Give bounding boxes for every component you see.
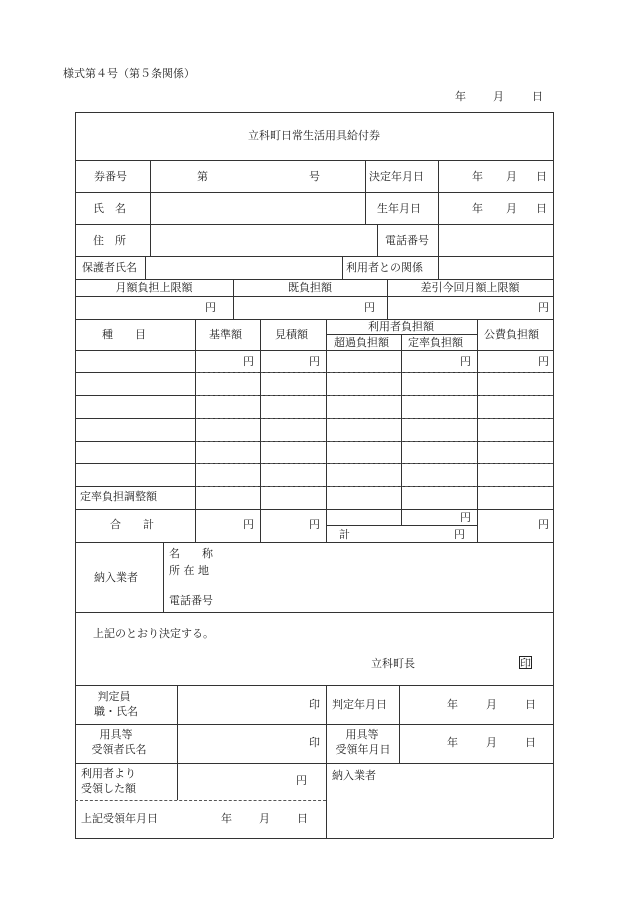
user-burden-header: 利用者負担額 [368,320,434,333]
top-date-day: 日 [532,90,543,103]
received-on-label: 上記受領年月日 [81,812,158,825]
judge-year: 年 [447,698,458,711]
estimate-amount-header: 見積額 [275,328,308,341]
yen-unit: 円 [460,511,471,524]
decision-year: 年 [472,170,483,183]
user-amount-label-2: 受領した額 [81,782,136,795]
top-date-year: 年 [455,90,466,103]
receive-month: 月 [486,736,497,749]
birth-month: 月 [506,202,517,215]
yen-unit: 円 [243,518,254,531]
yen-unit: 円 [296,774,307,787]
decision-month: 月 [506,170,517,183]
seal-box-icon [519,656,532,669]
yen-unit: 円 [538,518,549,531]
bottom-vendor-label: 納入業者 [332,769,376,782]
subtotal-label: 計 [339,528,350,541]
excess-burden-header: 超過負担額 [334,336,389,349]
receive-year: 年 [447,736,458,749]
guardian-name-label: 保護者氏名 [82,261,137,274]
relation-label: 利用者との関係 [346,261,423,274]
ticket-dai: 第 [197,170,208,183]
receive-day: 日 [525,736,536,749]
yen-unit: 円 [454,528,465,541]
top-date-month: 月 [493,90,504,103]
item-header: 種 目 [102,328,146,341]
receiver-label-2: 受領者氏名 [91,743,147,756]
yen-unit: 円 [309,355,320,368]
birth-day: 日 [536,202,547,215]
mayor-seal: 印 [520,657,531,670]
yen-unit: 円 [538,355,549,368]
remaining-limit-label: 差引今回月額上限額 [420,281,520,294]
already-paid-label: 既負担額 [288,281,332,294]
vendor-address-label: 所 在 地 [169,564,209,577]
yen-unit: 円 [364,301,375,314]
receive-date-label-2: 受領年月日 [335,743,391,756]
decision-text: 上記のとおり決定する。 [93,627,214,640]
total-label: 合 計 [110,518,154,531]
judge-day: 日 [525,698,536,711]
yen-unit: 円 [460,355,471,368]
name-label: 氏 名 [93,202,126,215]
judge-seal: 印 [309,698,320,711]
phone-label: 電話番号 [385,234,429,247]
received-month: 月 [259,812,270,825]
ticket-go: 号 [309,170,320,183]
receive-date-label: 用具等 [345,728,379,741]
judge-label: 判定員 [97,690,131,703]
yen-unit: 円 [243,355,254,368]
form-title: 立科町日常生活用具給付券 [248,129,380,142]
receiver-seal: 印 [309,736,320,749]
vendor-phone-label: 電話番号 [169,594,213,607]
fixed-burden-header: 定率負担額 [408,336,463,349]
form-number: 様式第４号（第５条関係） [63,67,195,80]
address-label: 住 所 [93,234,126,247]
judge-label-2: 職・氏名 [94,705,138,718]
receiver-label: 用具等 [99,728,133,741]
yen-unit: 円 [309,518,320,531]
ticket-number-label: 券番号 [94,170,127,183]
yen-unit: 円 [538,301,549,314]
mayor-label: 立科町長 [371,657,415,670]
decision-date-label: 決定年月日 [369,170,424,183]
judge-date-label: 判定年月日 [332,698,387,711]
user-amount-label: 利用者より [81,767,136,780]
decision-day: 日 [536,170,547,183]
judge-month: 月 [486,698,497,711]
vendor-name-label: 名 称 [169,547,213,560]
monthly-limit-label: 月額負担上限額 [115,281,193,294]
received-day: 日 [297,812,308,825]
fixed-adjust-label: 定率負担調整額 [80,490,157,503]
received-year: 年 [221,812,232,825]
vendor-label: 納入業者 [94,571,138,584]
public-burden-header: 公費負担額 [484,328,539,341]
yen-unit: 円 [205,301,216,314]
birth-year: 年 [472,202,483,215]
standard-amount-header: 基準額 [209,328,242,341]
birth-date-label: 生年月日 [377,202,421,215]
